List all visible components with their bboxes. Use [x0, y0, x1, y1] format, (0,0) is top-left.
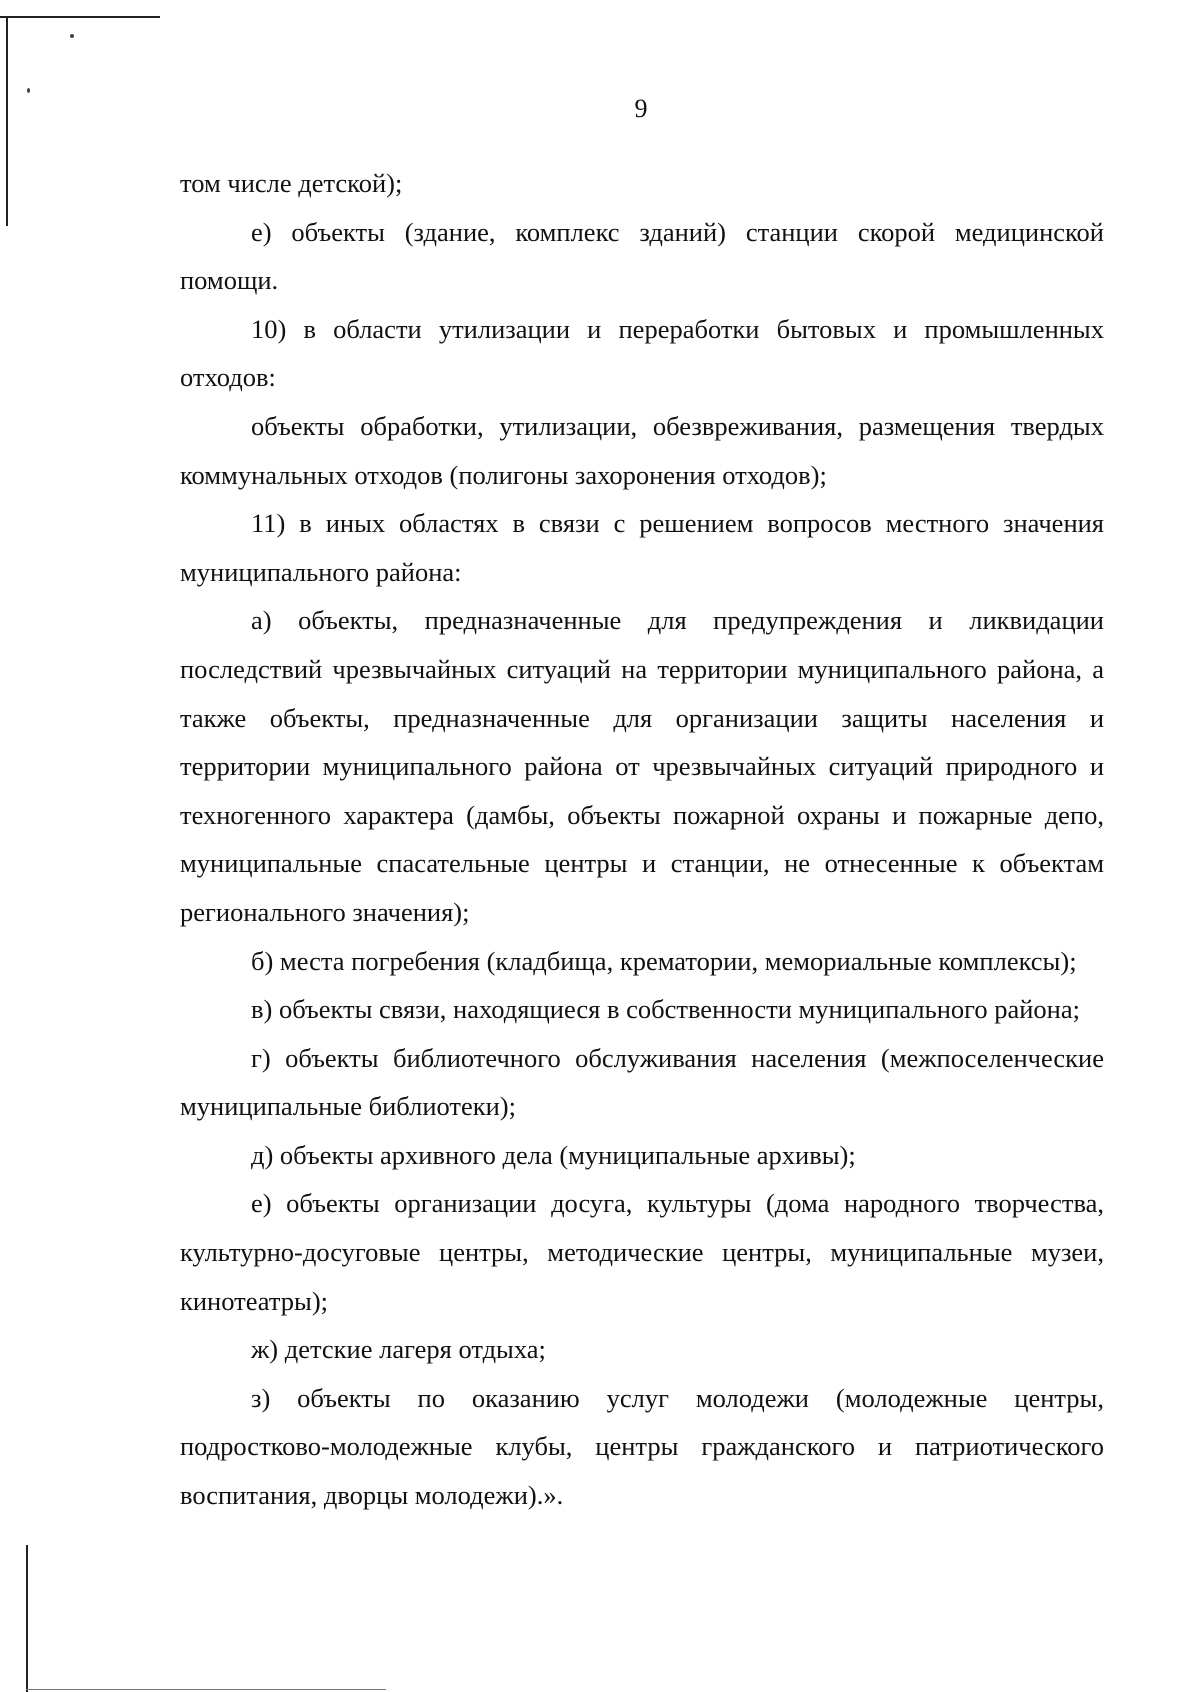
page-number: 9: [634, 94, 648, 123]
paragraph: ж) детские лагеря отдыха;: [251, 1334, 546, 1365]
paragraph: 10) в области утилизации и переработки бытовых и промышленных отходов:: [180, 313, 1104, 393]
scan-speck: [27, 88, 30, 93]
scan-edge-top: [0, 16, 160, 18]
paragraph: а) объекты, предназначенные для предупреждения и ликвидации последствий чрезвычайных ситуаций на территории муниципального района, а также объекты, предназначенные для организации защиты населения и территории муниципального района от чрезвычайных ситуаций природного и техногенного характера (дамбы, объекты пожарной охраны и пожарные депо, муниципальные спасательные центры и станции, не отнесенные к объектам регионального значения);: [180, 605, 1104, 927]
scan-edge-bottom: [26, 1689, 386, 1690]
paragraph: том числе детской);: [180, 168, 403, 198]
paragraph: г) объекты библиотечного обслуживания населения (межпоселенческие муниципальные библиотеки);: [180, 1042, 1104, 1122]
body-text: [180, 159, 1104, 1520]
paragraph: д) объекты архивного дела (муниципальные архивы);: [251, 1139, 856, 1170]
paragraph: объекты обработки, утилизации, обезвреживания, размещения твердых коммунальных отходов (полигоны захоронения отходов);: [180, 410, 1104, 490]
paragraph: з) объекты по оказанию услуг молодежи (молодежные центры, подростково-молодежные клубы, центры гражданского и патриотического воспитания, дворцы молодежи).».: [180, 1382, 1104, 1511]
scan-speck: [70, 34, 74, 38]
paragraph: 11) в иных областях в связи с решением вопросов местного значения муниципального района:: [180, 508, 1104, 587]
paragraph: е) объекты организации досуга, культуры (дома народного творчества, культурно-досуговые центры, методические центры, муниципальные музеи, кинотеатры);: [180, 1188, 1104, 1316]
paragraph: б) места погребения (кладбища, крематории, мемориальные комплексы);: [251, 945, 1077, 976]
paragraph: е) объекты (здание, комплекс зданий) станции скорой медицинской помощи.: [180, 216, 1104, 296]
scan-edge-left-bottom: [26, 1545, 28, 1692]
paragraph: в) объекты связи, находящиеся в собственности муниципального района;: [251, 994, 1080, 1025]
